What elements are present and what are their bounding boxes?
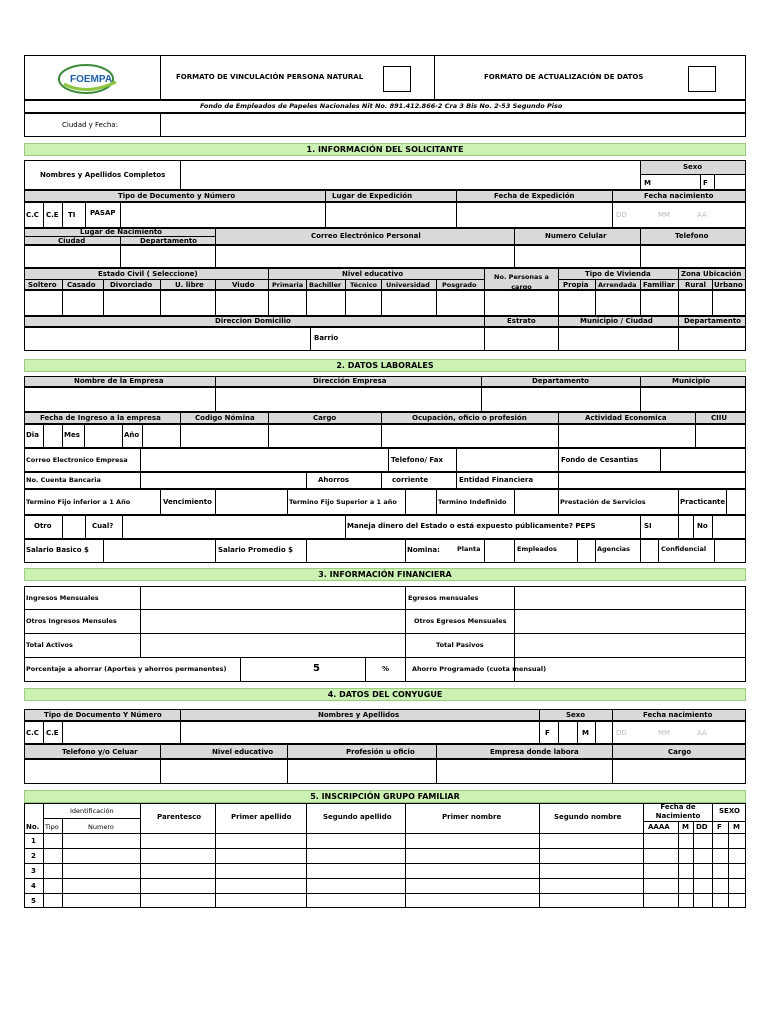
celular-label: Numero Celular <box>545 232 607 240</box>
peps-no[interactable]: No <box>697 522 708 530</box>
ingresos-input[interactable] <box>141 587 404 608</box>
direccion-input[interactable] <box>25 328 309 350</box>
ne-tecnico[interactable]: Técnico <box>350 281 378 289</box>
fam-aaaa-label: AAAA <box>648 823 670 831</box>
barrio-input[interactable] <box>345 328 483 350</box>
tv-propia[interactable]: Propia <box>563 281 589 289</box>
conyugue-nombres-label: Nombres y Apellidos <box>318 711 400 719</box>
estrato-label: Estrato <box>507 317 536 325</box>
ne-bachiller[interactable]: Bachiller <box>309 281 342 289</box>
nombres-input[interactable] <box>181 161 640 189</box>
conyugue-cc[interactable]: C.C <box>26 729 39 737</box>
nomina-empleados[interactable]: Empleados <box>517 545 557 553</box>
city-date-label: Ciudad y Fecha: <box>62 121 118 129</box>
section-4-title: 4. DATOS DEL CONYUGUE <box>24 688 746 701</box>
servicios-label[interactable]: Prestación de Servicios <box>560 498 646 506</box>
conyugue-fecha-nac-label: Fecha nacimiento <box>643 711 713 719</box>
fund-address: Fondo de Empleados de Papeles Nacionales Nit No. 891.412.866-2 Cra 3 Bis No. 2-53 Segundo Piso <box>200 102 563 110</box>
tel-fax-label: Telefono/ Fax <box>391 456 443 464</box>
fam-m-label: M <box>682 823 689 831</box>
sexo-label: Sexo <box>683 163 703 171</box>
practicante-label[interactable]: Practicante <box>680 498 726 506</box>
lugar-exp-label: Lugar de Expedición <box>332 192 413 200</box>
otros-ing-label: Otros Ingresos Mensules <box>26 617 117 625</box>
pct-sign: % <box>382 665 390 673</box>
dir-empresa-label: Dirección Empresa <box>313 377 387 385</box>
primer-apellido-label: Primer apellido <box>231 813 292 821</box>
conyugue-nivel-label: Nivel educativo <box>212 748 274 756</box>
ec-soltero[interactable]: Soltero <box>28 281 57 289</box>
barrio-label: Barrio <box>314 334 339 342</box>
ec-divorciado[interactable]: Divorciado <box>110 281 153 289</box>
identificacion-label: Identificación <box>70 807 114 815</box>
nomina-planta[interactable]: Planta <box>457 545 481 553</box>
correo-label: Correo Electrónico Personal <box>311 232 421 240</box>
ne-posgrado[interactable]: Posgrado <box>442 281 477 289</box>
fecha-exp-label: Fecha de Expedición <box>494 192 575 200</box>
ahorros-label[interactable]: Ahorros <box>318 476 350 484</box>
lugar-exp-input[interactable] <box>326 203 455 227</box>
sexo-m: M <box>644 179 651 187</box>
nac-aa[interactable]: AA <box>697 211 707 219</box>
departamento-emp-label: Departamento <box>532 377 589 385</box>
numero-label: Numero <box>88 823 114 831</box>
estado-civil-row <box>24 290 746 316</box>
ec-viudo[interactable]: Viudo <box>232 281 255 289</box>
nac-dd[interactable]: DD <box>616 211 627 219</box>
nomina-confidencial[interactable]: Confidencial <box>661 545 707 553</box>
ciudad-label: Ciudad <box>58 237 86 245</box>
fam-row-1: 1 <box>31 837 36 845</box>
actualizacion-checkbox[interactable] <box>688 66 716 92</box>
cual-input[interactable] <box>123 516 344 538</box>
zona-rural[interactable]: Rural <box>685 281 706 289</box>
porcentaje-label: Porcentaje a ahorrar (Aportes y ahorros permanentes) <box>26 665 227 673</box>
anio-label: Año <box>124 431 140 439</box>
sexo-f: F <box>703 179 708 187</box>
porcentaje-value[interactable]: 5 <box>313 663 320 674</box>
departamento2-label: Departamento <box>684 317 741 325</box>
nomina-label: Nomina: <box>407 546 440 554</box>
sexo-f-box[interactable] <box>715 176 745 189</box>
city-date-input[interactable] <box>161 114 745 136</box>
conyugue-cargo-label: Cargo <box>668 748 692 756</box>
vencimiento-label: Vencimiento <box>163 498 212 506</box>
ahorro-prog-label: Ahorro Programado (cuota mensual) <box>412 665 547 673</box>
conyugue-sexo-label: Sexo <box>566 711 586 719</box>
cesantias-label: Fondo de Cesantias <box>561 456 639 464</box>
ec-casado[interactable]: Casado <box>67 281 96 289</box>
fecha-exp-input[interactable] <box>457 203 611 227</box>
municipio-ciudad-label: Municipio / Ciudad <box>580 317 653 325</box>
fam-row-5: 5 <box>31 897 36 905</box>
fecha-nac-label: Fecha nacimiento <box>644 192 714 200</box>
cuenta-label: No. Cuenta Bancaria <box>26 476 101 484</box>
segundo-apellido-label: Segundo apellido <box>323 813 392 821</box>
fam-row-4: 4 <box>31 882 36 890</box>
primer-nombre-label: Primer nombre <box>442 813 502 821</box>
empresa-label: Nombre de la Empresa <box>74 377 164 385</box>
ciudad-nac-input[interactable] <box>25 246 119 267</box>
cargo-label: Cargo <box>313 414 337 422</box>
foempa-logo <box>56 62 126 96</box>
dia-label: Dia <box>26 431 39 439</box>
pasivos-label: Total Pasivos <box>436 641 484 649</box>
conyugue-m[interactable]: M <box>582 729 589 737</box>
sexo-fam-label: SEXO <box>719 807 740 815</box>
zona-urbano[interactable]: Urbano <box>714 281 743 289</box>
conyugue-mm[interactable]: MM <box>658 729 671 737</box>
telefono-input[interactable] <box>641 246 745 267</box>
entidad-label: Entidad Financiera <box>459 476 534 484</box>
dir-empresa-input[interactable] <box>216 388 480 411</box>
otro-label[interactable]: Otro <box>34 522 52 530</box>
egresos-input[interactable] <box>515 587 745 608</box>
correo-input[interactable] <box>216 246 513 267</box>
otros-egr-label: Otros Egresos Mensuales <box>414 617 507 625</box>
empresa-input[interactable] <box>25 388 214 411</box>
section-5-title: 5. INSCRIPCIÓN GRUPO FAMILIAR <box>24 790 746 803</box>
conyugue-row-2 <box>24 759 746 784</box>
corriente-label[interactable]: corriente <box>392 476 429 484</box>
doc-number-input[interactable] <box>121 203 324 227</box>
cuenta-row <box>24 472 746 489</box>
departamento-label: Departamento <box>140 237 197 245</box>
direccion-label: Direccion Domicilio <box>215 317 291 325</box>
doc-ce[interactable]: C.E <box>46 211 59 219</box>
conyugue-nombres-input[interactable] <box>181 722 538 743</box>
fijo-sup-label[interactable]: Termino Fijo Superior a 1 año <box>289 498 397 506</box>
egresos-label: Egresos mensuales <box>408 594 479 602</box>
lugar-nac-label: Lugar de Nacimiento <box>80 228 162 236</box>
depto-nac-input[interactable] <box>121 246 214 267</box>
tipo-doc-label: Tipo de Documento y Número <box>118 192 236 200</box>
salario-row <box>24 539 746 563</box>
fam-row-2: 2 <box>31 852 36 860</box>
segundo-nombre-label: Segundo nombre <box>554 813 622 821</box>
fam-m2-label: M <box>733 823 740 831</box>
municipio-emp-label: Municipio <box>672 377 711 385</box>
indefinido-label[interactable]: Termino Indefinido <box>438 498 507 506</box>
conyugue-empresa-label: Empresa donde labora <box>490 748 579 756</box>
nac-mm[interactable]: MM <box>658 211 671 219</box>
ne-universidad[interactable]: Universidad <box>386 281 430 289</box>
salario-basico-label: Salario Basico $ <box>26 546 89 554</box>
tv-arrendada[interactable]: Arrendada <box>598 281 637 289</box>
section-1-title: 1. INFORMACIÓN DEL SOLICITANTE <box>24 143 746 156</box>
conyugue-f[interactable]: F <box>545 729 550 737</box>
conyugue-profesion-label: Profesión u oficio <box>346 748 415 756</box>
conyugue-telefono-label: Telefono y/o Celuar <box>62 748 138 756</box>
section-3-title: 3. INFORMACIÓN FINANCIERA <box>24 568 746 581</box>
personas-cargo-label: No. Personas a cargo <box>494 273 549 291</box>
peps-si[interactable]: SI <box>644 522 652 530</box>
estado-civil-label: Estado Civil ( Seleccione) <box>98 270 198 278</box>
conyugue-aa[interactable]: AA <box>697 729 707 737</box>
section-2-title: 2. DATOS LABORALES <box>24 359 746 372</box>
ingresos-label: Ingresos Mensuales <box>26 594 99 602</box>
svg-text:FOEMPA: FOEMPA <box>70 74 113 85</box>
conyugue-dd[interactable]: DD <box>616 729 627 737</box>
salario-prom-label: Salario Promedio $ <box>218 546 293 554</box>
cual-label: Cual? <box>92 522 114 530</box>
fecha-nac-fam-label: Fecha de Nacimiento <box>655 803 701 820</box>
activos-label: Total Activos <box>26 641 73 649</box>
fam-dd-label: DD <box>696 823 708 831</box>
telefono-label: Telefono <box>675 232 709 240</box>
ciiu-label: CIIU <box>711 414 728 422</box>
vinculacion-checkbox[interactable] <box>383 66 411 92</box>
nivel-edu-label: Nivel educativo <box>342 270 404 278</box>
peps-label: Maneja dinero del Estado o está expuesto públicamente? PEPS <box>347 522 596 530</box>
title-actualizacion: FORMATO DE ACTUALIZACIÓN DE DATOS <box>484 73 644 81</box>
actividad-label: Actividad Economica <box>585 414 667 422</box>
nombres-label: Nombres y Apellidos Completos <box>40 171 166 179</box>
doc-pasap[interactable]: PASAP <box>90 209 116 217</box>
ec-ulibre[interactable]: U. libre <box>175 281 204 289</box>
ne-primaria[interactable]: Primaria <box>272 281 304 289</box>
fecha-ingreso-label: Fecha de Ingreso a la empresa <box>40 414 161 422</box>
codigo-label: Codigo Nómina <box>195 414 255 422</box>
no-label: No. <box>26 823 40 831</box>
mes-label: Mes <box>64 431 80 439</box>
correo-emp-label: Correo Electronico Empresa <box>26 456 128 464</box>
title-vinculacion: FORMATO DE VINCULACIÓN PERSONA NATURAL <box>176 73 364 81</box>
fam-f-label: F <box>717 823 722 831</box>
tipo-vivienda-label: Tipo de Vivienda <box>585 270 651 278</box>
tv-familiar[interactable]: Familiar <box>643 281 675 289</box>
zona-label: Zona Ubicación <box>681 270 742 278</box>
ocupacion-label: Ocupación, oficio o profesión <box>412 414 527 422</box>
sexo-m-box[interactable] <box>660 176 700 189</box>
doc-ti[interactable]: TI <box>68 211 76 219</box>
conyugue-ce[interactable]: C.E <box>46 729 59 737</box>
doc-cc[interactable]: C.C <box>26 211 39 219</box>
fijo-inf-label[interactable]: Termino Fijo inferior a 1 Año <box>26 498 131 506</box>
conyugue-tipo-doc-label: Tipo de Documento Y Número <box>44 711 162 719</box>
nomina-agencias[interactable]: Agencias <box>597 545 631 553</box>
tipo-label: Tipo <box>45 823 59 831</box>
celular-input[interactable] <box>515 246 639 267</box>
parentesco-label: Parentesco <box>157 813 202 821</box>
fam-row-3: 3 <box>31 867 36 875</box>
